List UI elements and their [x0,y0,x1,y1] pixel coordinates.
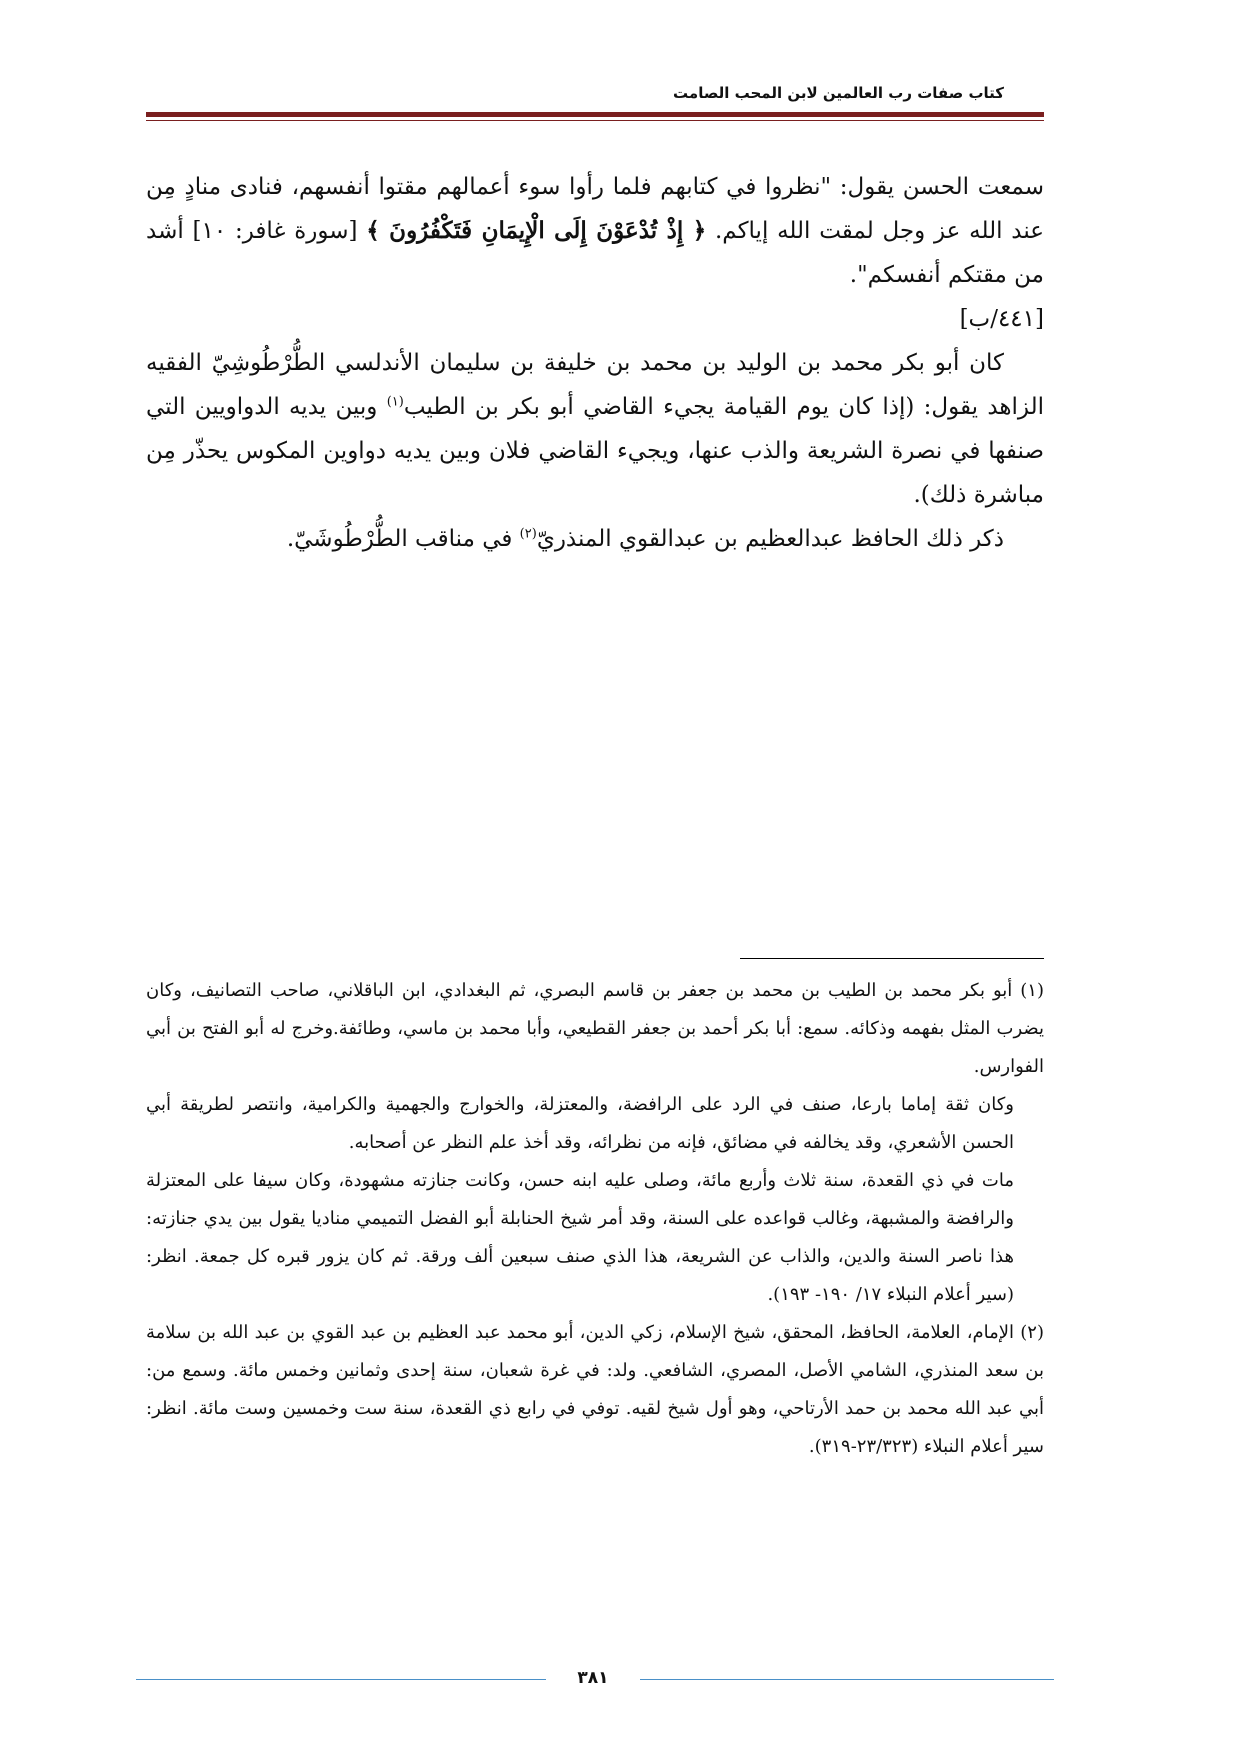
header-rule-thick [146,112,1044,117]
footnote-1: (١) أبو بكر محمد بن الطيب بن محمد بن جعفر بن قاسم البصري، ثم البغدادي، ابن الباقلاني، صاحب التصانيف، وكان يضرب المثل بفهمه وذكائه. سمع: أبا بكر أحمد بن جعفر القطيعي، وأبا محمد بن ماسي، وطائفة.وخرج له أبو الفتح بن أبي الفوارس. [146,980,1044,1077]
footnote-1-continued: مات في ذي القعدة، سنة ثلاث وأربع مائة، وصلى عليه ابنه حسن، وكانت جنازته مشهودة، وكان سيفا على المعتزلة والرافضة والمشبهة، وغالب قواعده على السنة، وقد أمر شيخ الحنابلة أبو الفضل التميمي مناديا يقول بين يدي جنازته: هذا ناصر السنة والدين، والذاب عن الشريعة، هذا الذي صنف سبعين ألف ورقة. ثم كان يزور قبره كل جمعة. انظر: (سير أعلام النبلاء ١٧/ ١٩٠- ١٩٣). [146,1170,1014,1305]
main-text [146,165,1044,561]
paragraph-text: وبين يديه الدواويين التي صنفها في نصرة الشريعة والذب عنها، ويجيء القاضي فلان وبين يديه دواوين المكوس يحذّر مِن مباشرة ذلك). [146,394,1044,508]
paragraph-source [146,517,1044,561]
paragraph-turtushi [146,341,1044,517]
paragraph-text: [سورة غافر: ١٠] أشد من مقتكم أنفسكم". [146,218,1044,288]
footnote-ref-1[interactable]: (١) [386,394,404,410]
paragraph-text: في مناقب الطُّرْطُوشَيّ. [286,526,520,552]
footnote-1-continued: وكان ثقة إماما بارعا، صنف في الرد على الرافضة، والمعتزلة، والخوارج والجهمية والكرامية، وانتصر لطريقة أبي الحسن الأشعري، وقد يخالفه في مضائق، فإنه من نظرائه، وقد أخذ علم النظر عن أصحابه. [146,1094,1014,1153]
folio-marker: [٤٤١/ب] [959,306,1044,332]
footnote-ref-2[interactable]: (٢) [519,526,537,542]
paragraph-text: ذكر ذلك الحافظ عبدالعظيم بن عبدالقوي المنذريّ [536,526,1004,552]
footnote-separator [740,958,1044,959]
page-number: ٣٨١ [577,1668,609,1688]
paragraph-hasan-quote [146,165,1044,297]
footnotes [146,972,1044,1466]
footnote-2: (٢) الإمام، العلامة، الحافظ، المحقق، شيخ الإسلام، زكي الدين، أبو محمد عبد العظيم بن عبد القوي بن عبد الله بن سلامة بن سعد المنذري، الشامي الأصل، المصري، الشافعي. ولد: في غرة شعبان، سنة إحدى وثمانين وخمس مائة. وسمع من: أبي عبد الله محمد بن حمد الأرتاحي، وهو أول شيخ لقيه. توفي في رابع ذي القعدة، سنة ست وخمسين وست مائة. انظر: سير أعلام النبلاء (٢٣/٣٢٣-٣١٩). [146,1322,1044,1457]
footer-rule-left [136,1679,546,1680]
footer-rule-right [640,1679,1054,1680]
quran-verse: ﴿ إِذْ تُدْعَوْنَ إِلَى الْإِيمَانِ فَتَكْفُرُونَ ﴾ [366,217,707,244]
paragraph-text: كان أبو بكر محمد بن الوليد بن محمد بن خليفة بن سليمان الأندلسي الطُّرْطُوشِيّ الفقيه الزاهد يقول: (إذا كان يوم القيامة يجيء القاضي أبو بكر بن الطيب [146,350,1045,420]
running-header-title: كتاب صفات رب العالمين لابن المحب الصامت [673,84,1004,102]
header-rule-thin [146,120,1044,121]
paragraph-text: سمعت الحسن يقول: "نظروا في كتابهم فلما رأوا سوء أعمالهم مقتوا أنفسهم، فنادى منادٍ مِن عند الله عز وجل لمقت الله إياكم. [146,174,1045,244]
